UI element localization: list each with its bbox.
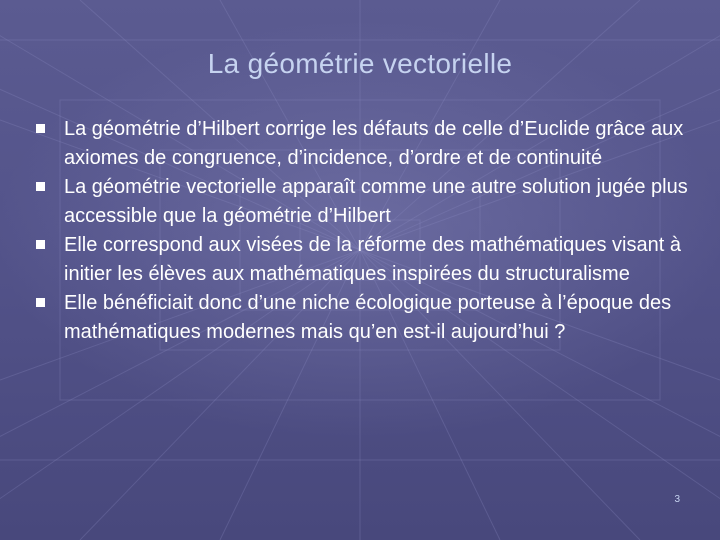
square-bullet-icon bbox=[36, 182, 45, 191]
bullet-item bbox=[36, 289, 696, 347]
bullet-text: Elle correspond aux visées de la réforme des mathématiques visant à initier les élèves aux mathématiques inspirées du structuralisme bbox=[64, 234, 681, 285]
bullet-item bbox=[36, 115, 696, 173]
bullet-text: La géométrie vectorielle apparaît comme une autre solution jugée plus accessible que la géométrie d’Hilbert bbox=[64, 176, 688, 227]
square-bullet-icon bbox=[36, 124, 45, 133]
bullet-text: Elle bénéficiait donc d’une niche écologique porteuse à l’époque des mathématiques modernes mais qu’en est-il aujourd’hui ? bbox=[64, 292, 672, 343]
bullet-list bbox=[36, 115, 696, 347]
square-bullet-icon bbox=[36, 240, 45, 249]
bullet-text: La géométrie d’Hilbert corrige les défauts de celle d’Euclide grâce aux axiomes de congruence, d’incidence, d’ordre et de continuité bbox=[64, 118, 684, 169]
bullet-item bbox=[36, 231, 696, 289]
bullet-item bbox=[36, 173, 696, 231]
slide-title: La géométrie vectorielle bbox=[207, 48, 513, 79]
square-bullet-icon bbox=[36, 298, 45, 307]
page-number: 3 bbox=[674, 494, 680, 505]
